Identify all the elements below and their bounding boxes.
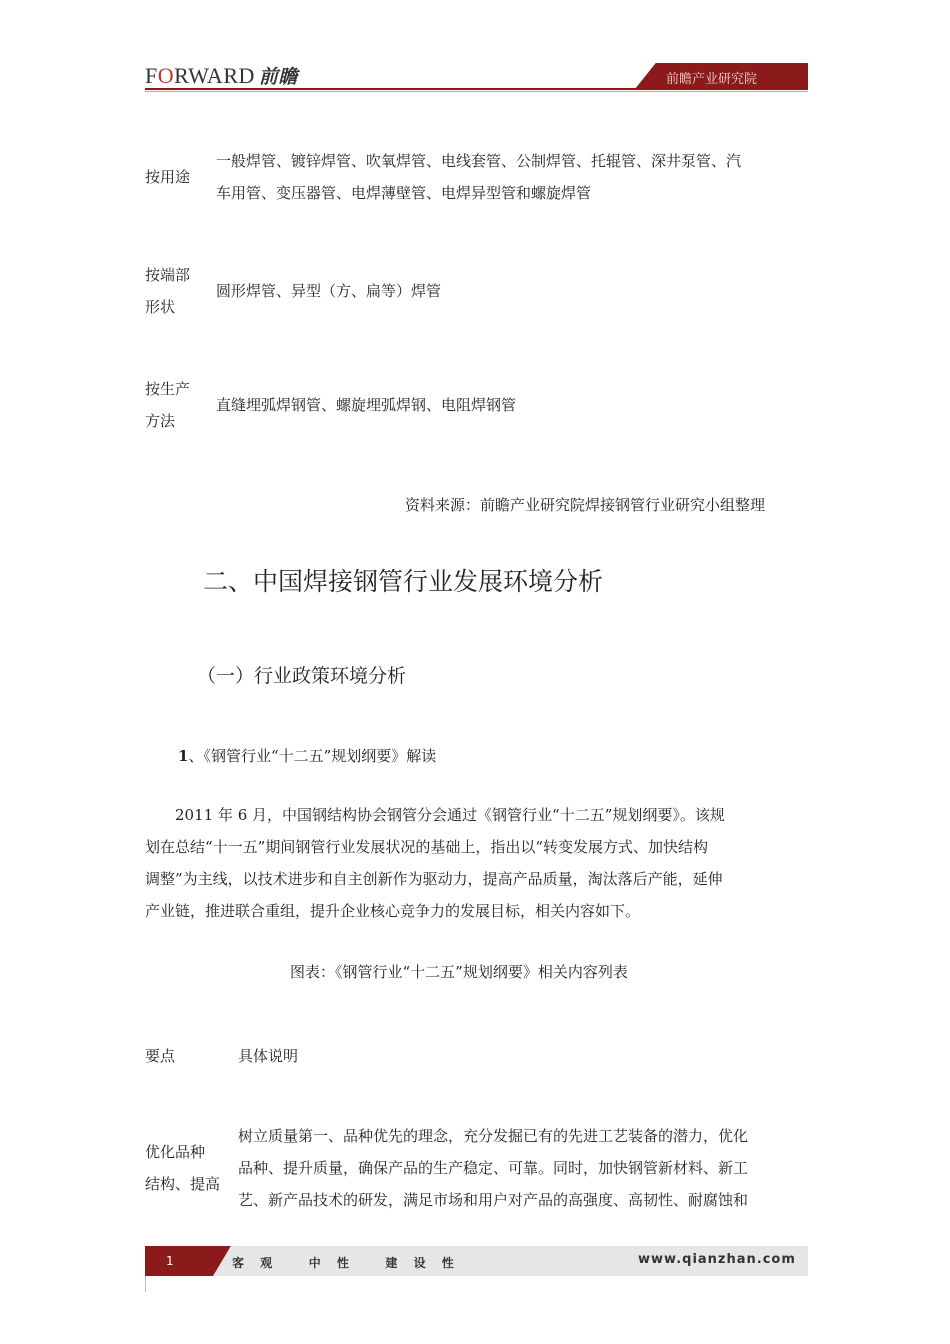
item-heading: 1、《钢管行业“十二五”规划纲要》解读 — [178, 747, 437, 765]
class-text-end-shape: 圆形焊管、异型（方、扁等）焊管 — [216, 282, 442, 300]
class-text-method: 直缝埋弧焊钢管、螺旋埋弧焊钢、电阻焊钢管 — [216, 396, 517, 414]
footer-rule — [145, 1276, 146, 1292]
source-note: 资料来源：前瞻产业研究院焊接钢管行业研究小组整理 — [405, 496, 766, 514]
logo-o-mark: O — [157, 63, 175, 88]
class-label-end-shape: 按端部 形状 — [145, 266, 191, 316]
table-caption: 图表：《钢管行业“十二五”规划纲要》相关内容列表 — [290, 963, 628, 981]
class-label-usage: 按用途 — [145, 168, 191, 186]
footer-slogan: 客 观 中 性 建 设 性 — [232, 1256, 460, 1270]
header-rule — [145, 88, 808, 90]
footer-url[interactable]: www.qianzhan.com — [638, 1252, 796, 1267]
header-rule-thin — [145, 91, 808, 92]
table-header-point: 要点 — [145, 1047, 176, 1065]
header-institute: 前瞻产业研究院 — [666, 72, 758, 87]
table-row-label: 优化品种 结构、提高 — [145, 1143, 221, 1193]
body-paragraph: 2011 年 6 月，中国钢结构协会钢管分会通过《钢管行业“十二五”规划纲要》。该规 划在总结“十一五”期间钢管行业发展状况的基础上，指出以“转变发展方式、加快结构 调整”为主线，以技术进步和自主创新作为驱动力，提高产品质量，淘汰落后产能，延伸 产业链，推进联合重组，提升企业核心竞争力的发展目标，相关内容如下。 — [145, 806, 725, 920]
section-title: 二、中国焊接钢管行业发展环境分析 — [203, 567, 604, 596]
class-label-method: 按生产 方法 — [145, 380, 191, 430]
subsection-title: （一）行业政策环境分析 — [197, 665, 407, 687]
page-number: 1 — [166, 1254, 174, 1268]
table-header-detail: 具体说明 — [238, 1047, 299, 1065]
forward-logo: FORWARD 前瞻 — [145, 63, 298, 88]
table-row-text: 树立质量第一、品种优先的理念，充分发掘已有的先进工艺装备的潜力，优化 品种、提升质量，确保产品的生产稳定、可靠。同时，加快钢管新材料、新工 艺、新产品技术的研发，满足市场和用户对产品的高强度、高韧性、耐腐蚀和 — [238, 1127, 749, 1209]
logo-cn: 前瞻 — [258, 66, 298, 88]
class-text-usage: 一般焊管、镀锌焊管、吹氧焊管、电线套管、公制焊管、托辊管、深井泵管、汽 车用管、变压器管、电焊薄壁管、电焊异型管和螺旋焊管 — [216, 152, 742, 202]
